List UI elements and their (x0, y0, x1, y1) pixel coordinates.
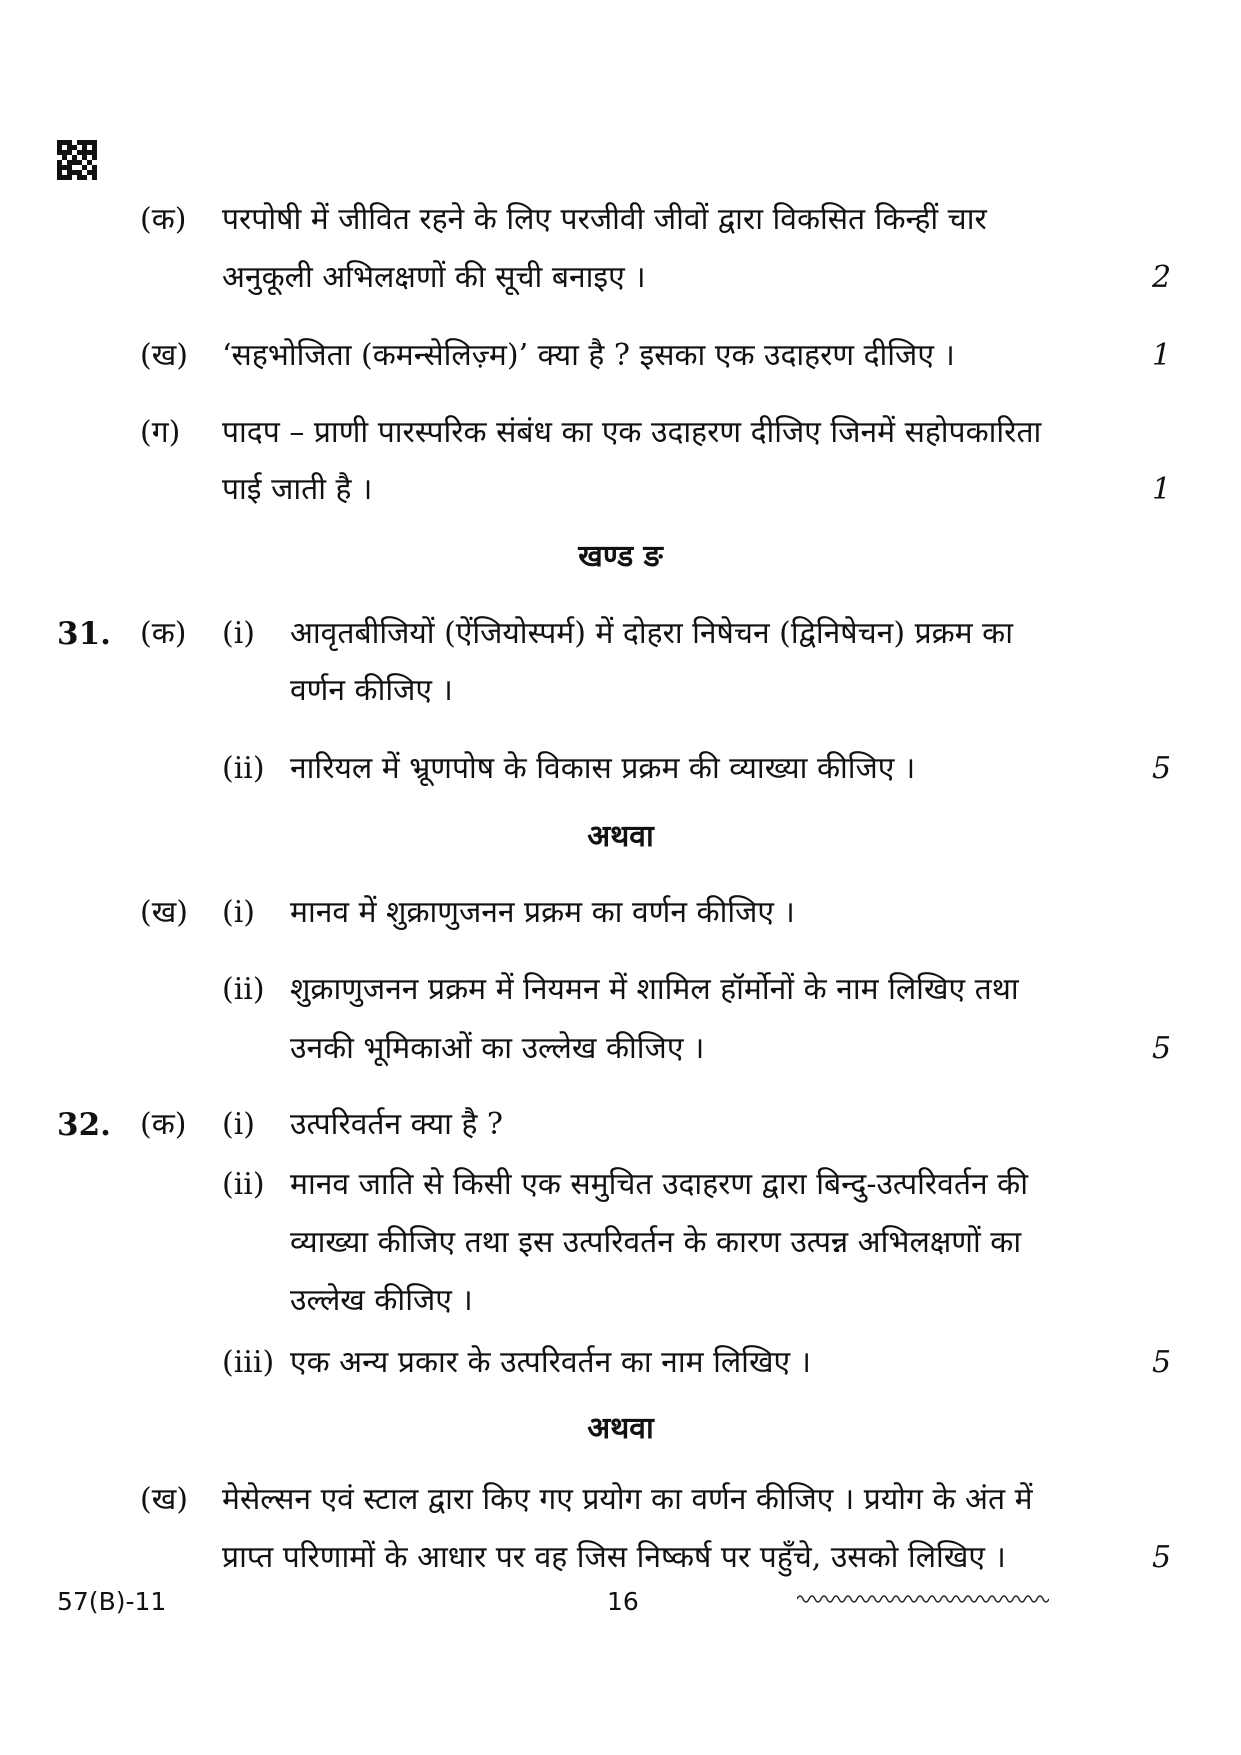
section-heading: खण्ड ङ (578, 539, 663, 574)
part-label: (क) (140, 616, 187, 651)
part-text-line: मेसेल्सन एवं स्टाल द्वारा किए गए प्रयोग का वर्णन कीजिए । प्रयोग के अंत में (222, 1482, 1033, 1517)
subpart-text-line: वर्णन कीजिए । (290, 673, 453, 708)
marks: 5 (1152, 1345, 1172, 1380)
part-text-line: पाई जाती है । (222, 472, 373, 507)
part-text-line: पादप – प्राणी पारस्परिक संबंध का एक उदाहरण दीजिए जिनमें सहोपकारिता (222, 415, 1042, 450)
marks: 5 (1152, 1540, 1172, 1575)
marks: 1 (1152, 472, 1172, 507)
subpart-label: (ii) (222, 972, 265, 1007)
question-number: 32. (57, 1107, 111, 1143)
subpart-label: (ii) (222, 1167, 265, 1202)
or-heading: अथवा (587, 1411, 654, 1446)
page-number: 16 (607, 1587, 639, 1616)
subpart-text-line: नारियल में भ्रूणपोष के विकास प्रक्रम की व्याख्या कीजिए । (290, 751, 916, 786)
marks: 5 (1152, 751, 1172, 786)
part-text-line: प्राप्त परिणामों के आधार पर वह जिस निष्कर्ष पर पहुँचे, उसको लिखिए । (222, 1540, 1006, 1575)
subpart-label: (ii) (222, 751, 265, 786)
subpart-text-line: एक अन्य प्रकार के उत्परिवर्तन का नाम लिखिए । (290, 1345, 811, 1380)
part-label: (ग) (140, 415, 181, 450)
part-label: (क) (140, 1107, 187, 1142)
part-label: (क) (140, 202, 187, 237)
question-number: 31. (57, 616, 111, 652)
qr-code-icon (57, 140, 97, 180)
subpart-text-line: व्याख्या कीजिए तथा इस उत्परिवर्तन के कारण उत्पन्न अभिलक्षणों का (290, 1225, 1022, 1260)
subpart-text-line: उनकी भूमिकाओं का उल्लेख कीजिए । (290, 1031, 705, 1066)
subpart-text-line: मानव जाति से किसी एक समुचित उदाहरण द्वारा बिन्दु-उत्परिवर्तन की (290, 1167, 1028, 1202)
part-label: (ख) (140, 338, 188, 373)
subpart-label: (i) (222, 1107, 256, 1142)
subpart-text-line: उत्परिवर्तन क्या है ? (290, 1107, 503, 1142)
subpart-text-line: आवृतबीजियों (ऐंजियोस्पर्म) में दोहरा निषेचन (द्विनिषेचन) प्रक्रम का (290, 616, 1013, 651)
marks: 2 (1152, 260, 1172, 295)
subpart-label: (i) (222, 616, 256, 651)
part-text-line: परपोषी में जीवित रहने के लिए परजीवी जीवों द्वारा विकसित किन्हीं चार (222, 202, 987, 237)
subpart-label: (i) (222, 895, 256, 930)
part-text-line: ‘सहभोजिता (कमन्सेलिज़्म)’ क्या है ? इसका एक उदाहरण दीजिए । (222, 338, 955, 373)
subpart-text-line: शुक्राणुजनन प्रक्रम में नियमन में शामिल हॉर्मोनों के नाम लिखिए तथा (290, 972, 1019, 1007)
subpart-text-line: मानव में शुक्राणुजनन प्रक्रम का वर्णन कीजिए । (290, 895, 795, 930)
part-label: (ख) (140, 1482, 188, 1517)
wavy-line-decoration (797, 1592, 1049, 1606)
or-heading: अथवा (587, 819, 654, 854)
marks: 1 (1152, 338, 1172, 373)
marks: 5 (1152, 1031, 1172, 1066)
paper-code: 57(B)-11 (57, 1587, 167, 1616)
part-text-line: अनुकूली अभिलक्षणों की सूची बनाइए । (222, 260, 646, 295)
subpart-label: (iii) (222, 1345, 275, 1380)
part-label: (ख) (140, 895, 188, 930)
subpart-text-line: उल्लेख कीजिए । (290, 1283, 473, 1318)
